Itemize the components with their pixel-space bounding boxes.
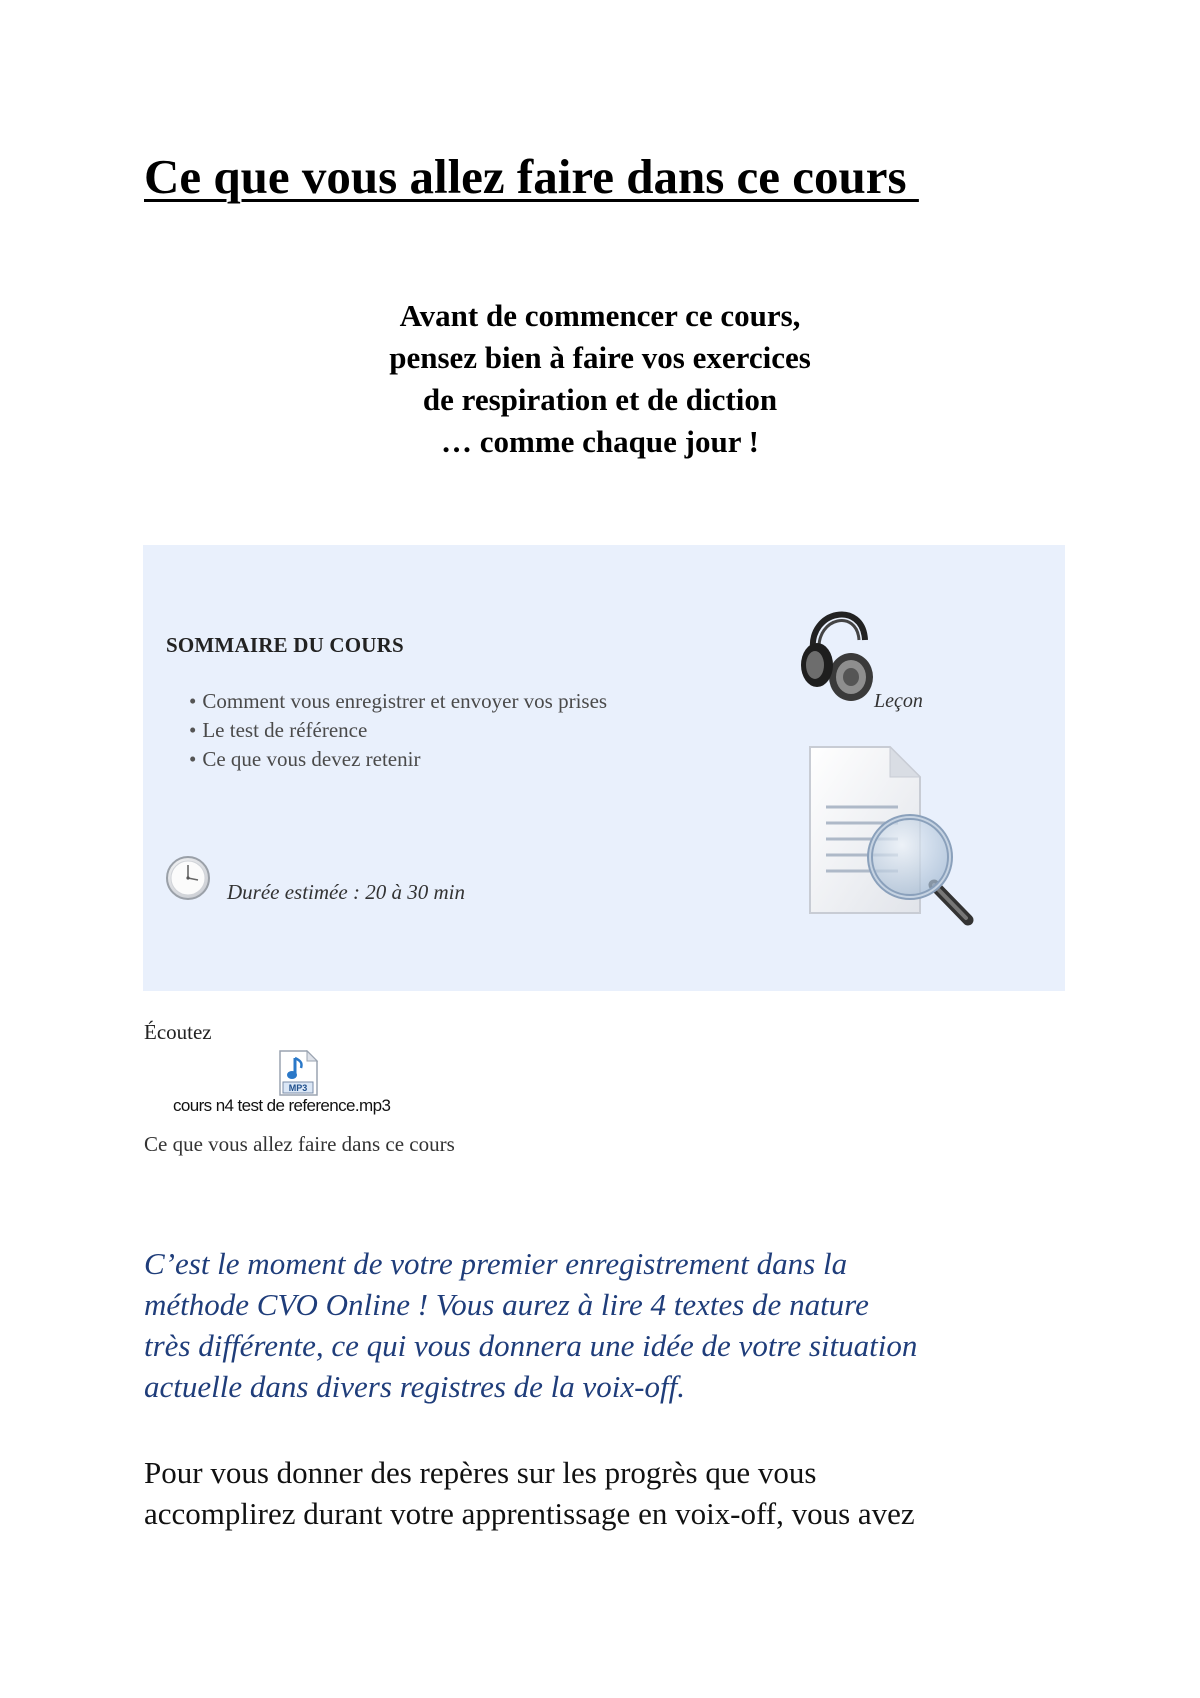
listen-label: Écoutez	[144, 1020, 212, 1044]
intro-line: … comme chaque jour !	[441, 424, 759, 459]
headphones-icon	[793, 595, 883, 705]
mp3-icon-text: MP3	[288, 1083, 308, 1093]
paragraph-line: accomplirez durant votre apprentissage en voix-off, vous avez	[144, 1496, 915, 1531]
paragraph-line: méthode CVO Online ! Vous aurez à lire 4 textes de nature	[144, 1287, 869, 1322]
intro-line: pensez bien à faire vos exercices	[389, 340, 811, 375]
intro-line: Avant de commencer ce cours,	[399, 298, 801, 333]
lesson-label: Leçon	[874, 690, 923, 712]
page-title: Ce que vous allez faire dans ce cours	[144, 149, 919, 204]
mp3-filename[interactable]: cours n4 test de reference.mp3	[173, 1096, 391, 1115]
mp3-file-icon[interactable]	[277, 1050, 319, 1096]
paragraph-line: C’est le moment de votre premier enregistrement dans la	[144, 1246, 848, 1281]
intro-reminder	[250, 295, 950, 463]
intro-paragraph	[144, 1243, 1084, 1407]
summary-heading: SOMMAIRE DU COURS	[166, 633, 404, 657]
summary-list	[189, 687, 607, 774]
estimated-duration: Durée estimée : 20 à 30 min	[227, 880, 465, 904]
course-summary-panel	[143, 545, 1065, 991]
paragraph-line: Pour vous donner des repères sur les progrès que vous	[144, 1455, 817, 1490]
summary-item: • Comment vous enregistrer et envoyer vos prises	[189, 687, 607, 716]
body-paragraph	[144, 1452, 1084, 1534]
intro-line: de respiration et de diction	[422, 382, 778, 417]
paragraph-line: actuelle dans divers registres de la voix-off.	[144, 1369, 685, 1404]
paragraph-line: très différente, ce qui vous donnera une idée de votre situation	[144, 1328, 918, 1363]
document-search-icon	[798, 745, 998, 945]
mp3-caption: Ce que vous allez faire dans ce cours	[144, 1132, 455, 1156]
summary-item: • Le test de référence	[189, 716, 607, 745]
clock-icon	[165, 855, 211, 901]
summary-item: • Ce que vous devez retenir	[189, 745, 607, 774]
